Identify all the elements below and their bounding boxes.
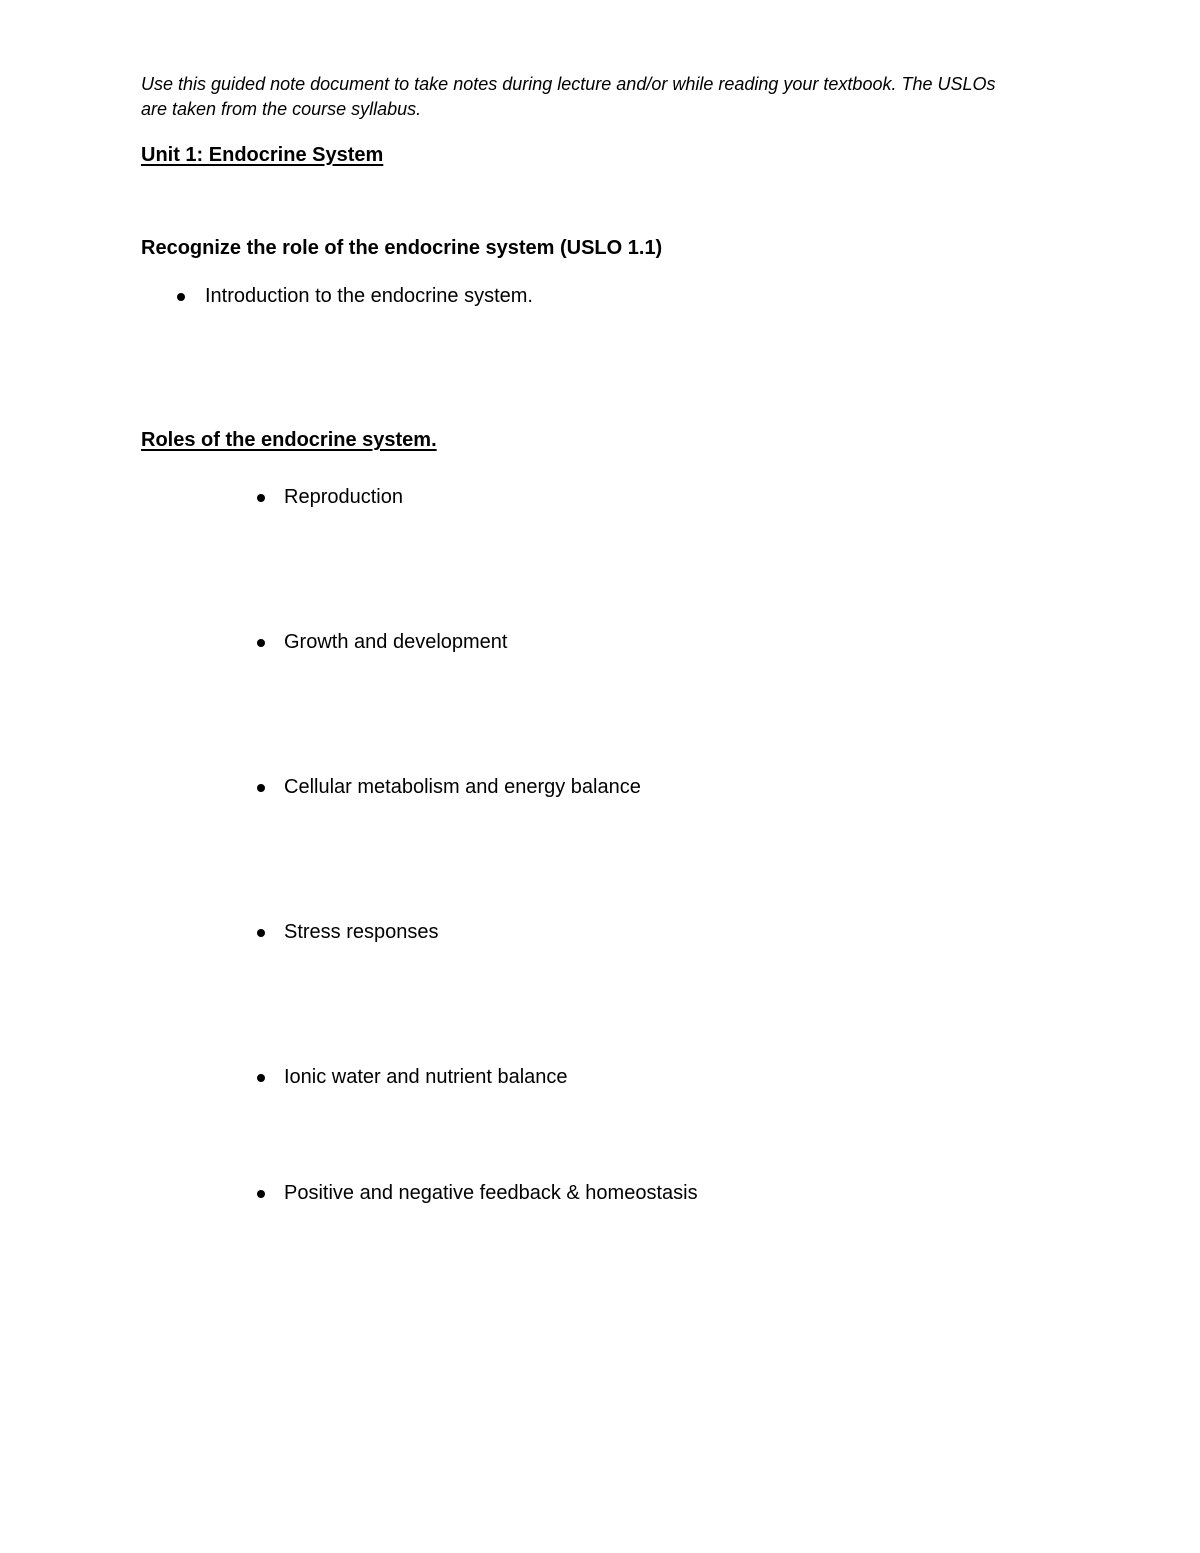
unit-title: Unit 1: Endocrine System (141, 144, 384, 166)
list-item (257, 631, 507, 654)
list-item-text: Positive and negative feedback & homeostasis (284, 1182, 698, 1204)
bullet-icon (257, 639, 265, 647)
list-item (257, 921, 439, 944)
bullet-icon (257, 1190, 265, 1198)
list-item-text: Reproduction (284, 486, 403, 508)
list-item (177, 285, 533, 308)
intro-line-2: are taken from the course syllabus. (141, 99, 422, 119)
list-item-text: Ionic water and nutrient balance (284, 1066, 568, 1088)
list-item-text: Growth and development (284, 631, 508, 653)
list-item (257, 776, 641, 799)
list-item (257, 1066, 568, 1089)
intro-line-1: Use this guided note document to take notes during lecture and/or while reading your textbook. The USLOs (141, 74, 996, 94)
bullet-icon (257, 784, 265, 792)
list-item (257, 1182, 698, 1205)
bullet-icon (257, 494, 265, 502)
section-2-heading: Roles of the endocrine system. (141, 429, 437, 451)
bullet-icon (257, 929, 265, 937)
list-item-text: Cellular metabolism and energy balance (284, 776, 641, 798)
list-item (257, 486, 403, 509)
list-item-text: Stress responses (284, 921, 439, 943)
bullet-icon (177, 293, 185, 301)
list-item-text: Introduction to the endocrine system. (205, 285, 533, 307)
bullet-icon (257, 1074, 265, 1082)
intro-paragraph (141, 72, 1061, 122)
section-1-heading: Recognize the role of the endocrine system (USLO 1.1) (141, 237, 663, 259)
